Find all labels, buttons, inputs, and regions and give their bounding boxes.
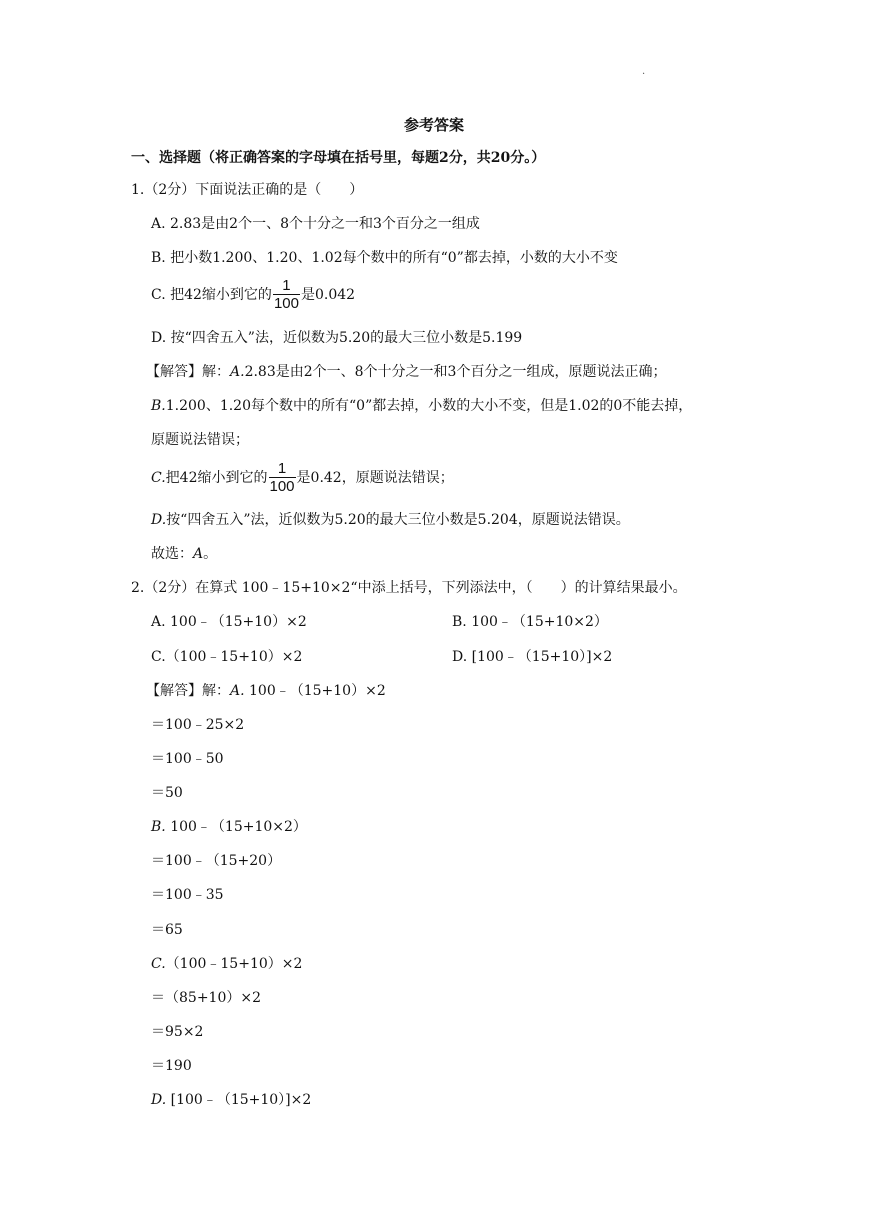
question-2-stem: 2.（2分）在算式 100﹣15+10×2“中添上括号，下列添法中，（ ）的计算结果最小。 <box>131 580 687 596</box>
question-1-stem: 1.（2分）下面说法正确的是（ ） <box>131 182 364 198</box>
question-1-option-a: A. 2.83是由2个一、8个十分之一和3个百分之一组成 <box>151 216 480 232</box>
step-c-3: ＝190 <box>151 1058 192 1074</box>
fraction-one-hundredth <box>273 278 300 312</box>
answer-text-d: [100﹣（15+10）]×2 <box>166 1092 312 1108</box>
answer-letter-d: D. <box>151 512 167 528</box>
question-1-option-b: B. 把小数1.200、1.20、1.02每个数中的所有“0”都去掉，小数的大小不变 <box>151 250 618 266</box>
answer-label: 【解答】解： <box>146 364 230 380</box>
question-2-answer-d <box>151 1090 311 1110</box>
question-2-option-c: C.（100﹣15+10）×2 <box>151 649 303 665</box>
question-1-answer-b-cont: 原题说法错误； <box>151 432 249 448</box>
step-a-2: ＝100﹣50 <box>151 751 224 767</box>
question-1-choice <box>151 544 217 564</box>
choice-prefix: 故选： <box>151 546 193 562</box>
question-1-option-d: D. 按“四舍五入”法，近似数为5.20的最大三位小数是5.199 <box>151 330 523 346</box>
question-2-answer-c <box>151 954 302 974</box>
step-b-2: ＝100﹣35 <box>151 887 224 903</box>
choice-letter: A <box>193 546 204 562</box>
question-1-answer-d <box>151 510 630 530</box>
answer-text-b: 100﹣（15+10×2） <box>165 819 307 835</box>
answer-letter-b: B. <box>151 398 166 414</box>
question-1-answer-a <box>146 362 666 382</box>
answer-label: 【解答】解： <box>146 683 230 699</box>
step-b-1: ＝100﹣（15+20） <box>151 853 282 869</box>
answer-c-prefix: 把42缩小到它的 <box>165 470 268 486</box>
choice-suffix: 。 <box>203 546 218 562</box>
answer-text-a: 2.83是由2个一、8个十分之一和3个百分之一组成，原题说法正确； <box>244 364 667 380</box>
answer-letter-b: B. <box>151 819 166 835</box>
answer-text-b: 1.200、1.20每个数中的所有“0”都去掉，小数的大小不变，但是1.02的0不能去掉， <box>165 398 693 414</box>
question-1-answer-c <box>151 460 454 496</box>
header-dot: . <box>642 66 646 77</box>
option-c-suffix: 是0.042 <box>300 287 356 303</box>
question-2-answer-a <box>146 681 386 701</box>
option-c-prefix: C. 把42缩小到它的 <box>151 287 272 303</box>
answer-letter-a: A. <box>230 364 245 380</box>
step-a-1: ＝100﹣25×2 <box>151 717 245 733</box>
step-c-2: ＝95×2 <box>151 1024 204 1040</box>
answer-text-d: 按“四舍五入”法，近似数为5.20的最大三位小数是5.204，原题说法错误。 <box>166 512 630 528</box>
fraction-numerator: 1 <box>277 460 287 477</box>
question-1-option-c <box>151 277 355 313</box>
step-b-3: ＝65 <box>151 922 183 938</box>
answer-letter-c: C. <box>151 956 166 972</box>
page-title: 参考答案 <box>404 116 465 134</box>
answer-letter-c: C. <box>151 470 166 486</box>
fraction-numerator: 1 <box>282 277 291 294</box>
answer-letter-d: D. <box>151 1092 167 1108</box>
question-2-option-a: A. 100﹣（15+10）×2 <box>151 614 307 630</box>
question-2-option-d: D. [100﹣（15+10）]×2 <box>452 649 613 665</box>
question-2-option-b: B. 100﹣（15+10×2） <box>452 614 608 630</box>
answer-letter-a: A. <box>230 683 245 699</box>
fraction-denominator: 100 <box>269 478 295 495</box>
section-heading: 一、选择题（将正确答案的字母填在括号里，每题2分，共20分。） <box>131 150 546 166</box>
question-2-answer-b <box>151 817 307 837</box>
fraction-denominator: 100 <box>273 295 299 312</box>
step-a-3: ＝50 <box>151 785 183 801</box>
step-c-1: ＝（85+10）×2 <box>151 990 261 1006</box>
question-1-answer-b <box>151 396 692 416</box>
answer-text-c: （100﹣15+10）×2 <box>165 956 303 972</box>
answer-c-suffix: 是0.42，原题说法错误； <box>296 470 454 486</box>
answer-text-a: 100﹣（15+10）×2 <box>244 683 386 699</box>
fraction-one-hundredth <box>269 461 296 495</box>
